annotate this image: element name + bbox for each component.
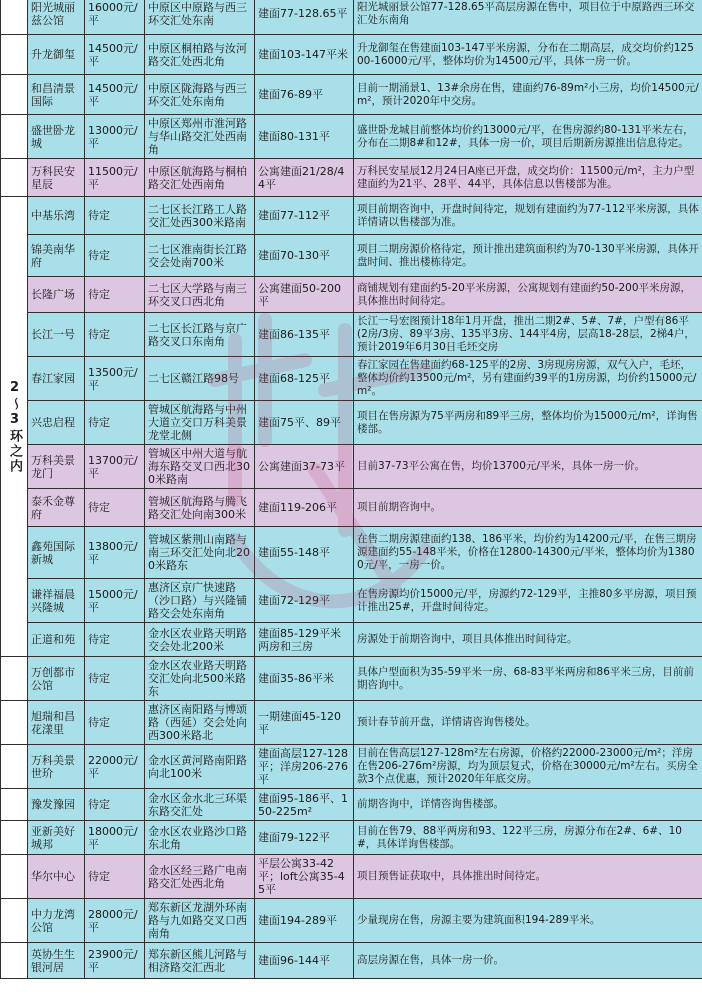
description-cell: 商铺规划有建面约5-20平米房源，公寓规划有建面约50-200平米房源，具体推出时间待定。 [354,277,702,313]
description-cell: 少量现房在售，房源主要为建筑面积194-289平米。 [354,899,702,943]
description-cell: 项目前期咨询中。 [354,489,702,527]
area-cell: 建面70-130平 [255,235,354,277]
table-row [1,943,702,979]
price-cell: 待定 [85,313,145,357]
section-cell [1,75,28,115]
project-name: 万科美景龙门 [28,445,85,489]
price-cell: 待定 [85,789,145,821]
price-cell: 13000元/平 [85,115,145,159]
location-cell: 中原区中原路与西三环交汇处东南 [145,0,255,35]
location-cell: 管城区航海路与中州大道立交口万科美景龙堂北侧 [145,401,255,445]
description-cell: 目前在售79、88平两房和93、122平三房，房源分布在2#、6#、10#，具体详询售楼部。 [354,821,702,855]
location-cell: 二七区赣江路98号 [145,357,255,401]
price-cell: 15000元/平 [85,579,145,623]
description-cell: 阳光城丽景公馆77-128.65平高层房源在售中，项目位于中原路西三环交汇处东南角 [354,0,702,35]
price-cell: 待定 [85,855,145,899]
table-row [1,75,702,115]
area-cell: 建面高层127-128平；洋房206-276平 [255,745,354,789]
description-cell: 在售二期房源建面约138、186平米，均价约为14200元/平，在售三期房源建面约55-148平米，价格在12800-14300元/平米，整体均价为13800元/平，一房一价。 [354,527,702,579]
table-row [1,235,702,277]
project-name: 万科美景世玠 [28,745,85,789]
project-name: 万创都市公馆 [28,657,85,701]
location-cell: 管城区航海路与腾飞路交汇处向南300米 [145,489,255,527]
table-row [1,623,702,657]
table-row [1,657,702,701]
table-row [1,115,702,159]
price-cell: 22000元/平 [85,745,145,789]
location-cell: 金水区农业路沙口路东北角 [145,821,255,855]
table-row [1,401,702,445]
section-cell [1,899,28,943]
description-cell: 项目在售房源为75平两房和89平三房，整体均价为15000元/m²，详询售楼部。 [354,401,702,445]
area-cell: 公寓建面21/28/44平 [255,159,354,197]
project-name: 兴忠启程 [28,401,85,445]
description-cell: 在售房源均价15000元/平，房源约72-129平，主推80多平房源，项目预计推出25#，开盘时间待定。 [354,579,702,623]
price-cell: 待定 [85,401,145,445]
description-cell: 房源处于前期咨询中，项目具体推出时间待定。 [354,623,702,657]
project-name: 长隆广场 [28,277,85,313]
area-cell: 平层公寓33-42平；loft公寓35-45平 [255,855,354,899]
section-cell [1,745,28,789]
project-name: 亚新美好城邦 [28,821,85,855]
project-name: 中力龙湾公馆 [28,899,85,943]
project-name: 鑫苑国际新城 [28,527,85,579]
location-cell: 二七区淮南街长江路交会处南700米 [145,235,255,277]
table-row [1,789,702,821]
area-cell: 一期建面45-120平 [255,701,354,745]
table-row [1,855,702,899]
description-cell: 目前37-73平公寓在售，均价13700元/平米，具体一房一价。 [354,445,702,489]
area-cell: 建面85-129平米两房和三房 [255,623,354,657]
area-cell: 公寓建面37-73平 [255,445,354,489]
table-row [1,745,702,789]
project-name: 旭瑞和昌花漾里 [28,701,85,745]
table-row [1,701,702,745]
location-cell: 二七区长江路与京广路交叉口东南角 [145,313,255,357]
area-cell: 建面194-289平 [255,899,354,943]
location-cell: 二七区大学路与南三环交叉口西北角 [145,277,255,313]
description-cell: 万科民安星辰12月24日A座已开盘，成交均价：11500元/m²，主力户型建面约为21平、28平、44平，具体信息以售楼部为准。 [354,159,702,197]
section-cell [1,701,28,745]
project-name: 豫发豫园 [28,789,85,821]
location-cell: 金水区金水北三环渠东路交汇处 [145,789,255,821]
location-cell: 惠济区南阳路与博颂路（西延）交会处向西300米路北 [145,701,255,745]
section-cell [1,943,28,979]
description-cell: 项目预售证获取中，具体推出时间待定。 [354,855,702,899]
table-row [1,821,702,855]
location-cell: 二七区长江路工人路交汇处西300米路南 [145,197,255,235]
price-cell: 14500元/平 [85,35,145,75]
listing-table-body [1,0,702,979]
description-cell: 项目二期房源价格待定，预计推出建筑面积约为70-130平米房源，具体开盘时间、推出楼栋待定。 [354,235,702,277]
section-label: 2～3环之内 [1,197,28,657]
area-cell: 建面119-206平 [255,489,354,527]
table-row [1,313,702,357]
description-cell: 高层房源在售，具体一房一价。 [354,943,702,979]
price-cell: 待定 [85,657,145,701]
project-name: 锦美南华府 [28,235,85,277]
description-cell: 具体户型面积为35-59平米一房、68-83平米两房和86平米三房，目前前期咨询中。 [354,657,702,701]
price-cell: 待定 [85,235,145,277]
location-cell: 金水区经三路广电南路交汇处西北角 [145,855,255,899]
price-cell: 18000元/平 [85,821,145,855]
location-cell: 管城区紫荆山南路与南三环交汇处向北200米路东 [145,527,255,579]
table-row [1,277,702,313]
table-row [1,35,702,75]
project-name: 万科民安星辰 [28,159,85,197]
section-cell [1,159,28,197]
price-cell: 23900元/平 [85,943,145,979]
area-cell: 公寓建面50-200平 [255,277,354,313]
table-row [1,159,702,197]
description-cell: 目前在售高层127-128m²左右房源，价格约22000-23000元/m²；洋房在售206-276m²房源，均为顶层复式，价格在30000元/m²左右。买房全款3个点优惠，预计2020年年底交房。 [354,745,702,789]
table-row [1,197,702,235]
project-name: 泰禾金尊府 [28,489,85,527]
section-cell [1,855,28,899]
location-cell: 惠济区京广快速路（沙口路）与兴隆铺路交会处东南角 [145,579,255,623]
price-cell: 14500元/平 [85,75,145,115]
description-cell: 预计春节前开盘，详情请咨询售楼处。 [354,701,702,745]
price-cell: 待定 [85,701,145,745]
area-cell: 建面75平、89平 [255,401,354,445]
location-cell: 金水区农业路天明路交汇处向北500米路东 [145,657,255,701]
location-cell: 郑东新区龙湖外环南路与九如路交叉口西南角 [145,899,255,943]
table-row [1,489,702,527]
project-name: 盛世卧龙城 [28,115,85,159]
price-cell: 13700元/平 [85,445,145,489]
price-cell: 28000元/平 [85,899,145,943]
area-cell: 建面68-125平 [255,357,354,401]
description-cell: 项目前期咨询中，开盘时间待定，规划有建面约为77-112平米房源，具体详情请以售楼部为准。 [354,197,702,235]
area-cell: 建面96-144平 [255,943,354,979]
project-name: 和昌清景国际 [28,75,85,115]
price-cell: 待定 [85,197,145,235]
price-cell: 待定 [85,623,145,657]
project-name: 谦祥福晨兴隆城 [28,579,85,623]
area-cell: 建面103-147平米 [255,35,354,75]
description-cell: 前期咨询中，详情咨询售楼部。 [354,789,702,821]
area-cell: 建面95-186平、150-225m² [255,789,354,821]
description-cell: 春江家园在售建面约68-125平的2房、3房现房房源，双气入户，毛坯，整体均价约13500元/m²，另有建面约39平的1房房源，均价约15000元/m²。 [354,357,702,401]
table-row [1,0,702,35]
table-row [1,445,702,489]
area-cell: 建面76-89平 [255,75,354,115]
table-row [1,899,702,943]
table-row [1,579,702,623]
area-cell: 建面35-86平米 [255,657,354,701]
project-name: 中基乐湾 [28,197,85,235]
price-cell: 13800元/平 [85,527,145,579]
project-name: 阳光城丽兹公馆 [28,0,85,35]
price-cell: 待定 [85,277,145,313]
project-name: 春江家园 [28,357,85,401]
location-cell: 金水区农业路天明路交会处北200米 [145,623,255,657]
description-cell: 盛世卧龙城目前整体均价约13000元/平，在售房源约80-131平米左右，分布在二期8#和12#，具体一房一价，项目后期新房源推出信息待定。 [354,115,702,159]
price-cell: 13500元/平 [85,357,145,401]
area-cell: 建面86-135平 [255,313,354,357]
area-cell: 建面77-128.65平 [255,0,354,35]
section-cell [1,821,28,855]
section-cell [1,0,28,35]
section-cell [1,115,28,159]
table-row [1,527,702,579]
area-cell: 建面79-122平 [255,821,354,855]
section-cell [1,657,28,701]
description-cell: 长江一号宏图预计18年1月开盘，推出二期2#、5#、7#，户型有86平(2房/3房、89平3房、135平3房、144平4房，层高18-28层，2梯4户，预计2019年6月30日毛坯交房 [354,313,702,357]
area-cell: 建面77-112平 [255,197,354,235]
price-cell: 待定 [85,489,145,527]
location-cell: 金水区黄河路南阳路向北100米 [145,745,255,789]
description-cell: 目前一期涌景1、13#余房在售，建面约76-89m²小三房，均价14500元/m²，预计2020年中交房。 [354,75,702,115]
project-name: 英协生生银河居 [28,943,85,979]
description-cell: 升龙御玺在售建面103-147平米房源，分布在二期高层，成交均价约12500-16000元/平，整体均价为14500元/平，具体一房一价。 [354,35,702,75]
price-cell: 16000元/平 [85,0,145,35]
location-cell: 中原区航海路与桐柏路交汇处西南角 [145,159,255,197]
project-name: 长江一号 [28,313,85,357]
section-cell [1,789,28,821]
project-name: 升龙御玺 [28,35,85,75]
area-cell: 建面72-129平 [255,579,354,623]
section-cell [1,35,28,75]
project-name: 华尔中心 [28,855,85,899]
area-cell: 建面55-148平 [255,527,354,579]
location-cell: 郑东新区熊儿河路与相济路交汇西北 [145,943,255,979]
location-cell: 中原区陇海路与西三环交汇处东南角 [145,75,255,115]
table-row [1,357,702,401]
price-cell: 11500元/平 [85,159,145,197]
location-cell: 中原区郑州市淮河路与华山路交汇处西南角 [145,115,255,159]
location-cell: 管城区中州大道与航海东路交叉口西北300米路南 [145,445,255,489]
location-cell: 中原区桐柏路与汝河路交汇处西北角 [145,35,255,75]
project-name: 正道和苑 [28,623,85,657]
area-cell: 建面80-131平 [255,115,354,159]
